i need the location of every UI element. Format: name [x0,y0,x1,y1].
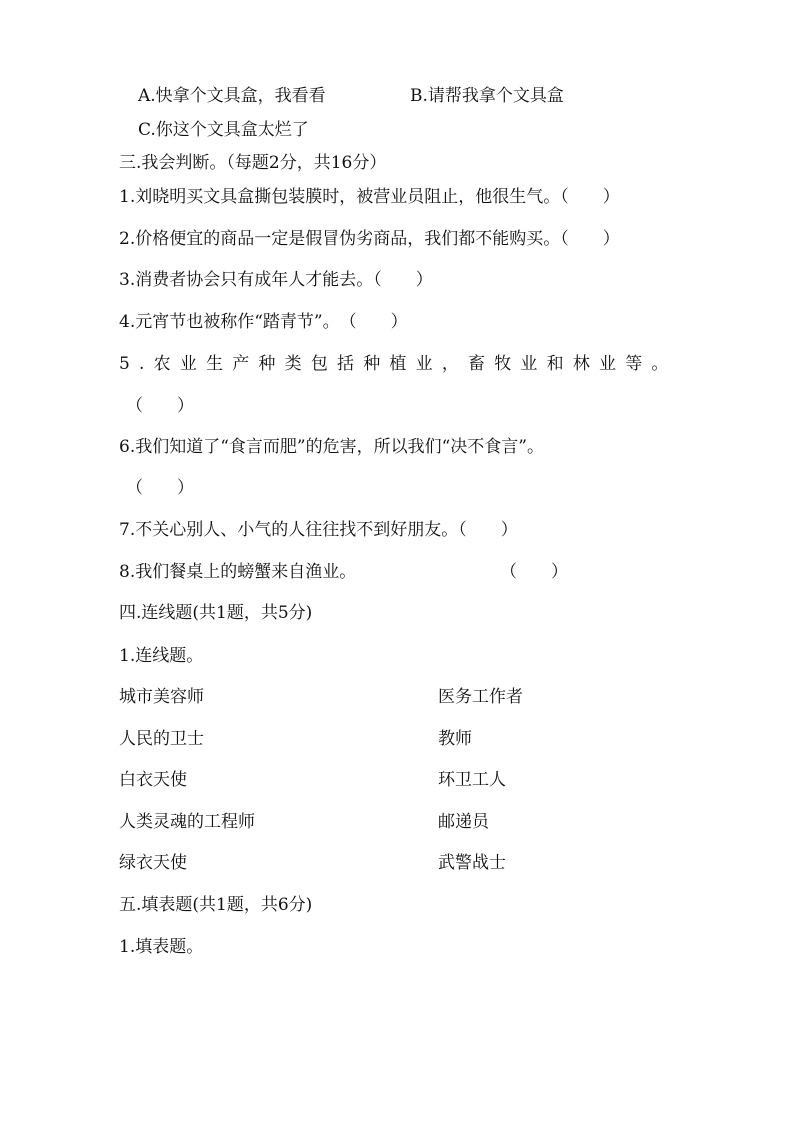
judge-item-2: 2.价格便宜的商品一定是假冒伪劣商品，我们都不能购买。（ ） [119,229,620,249]
option-b: B.请帮我拿个文具盒 [410,86,564,106]
section4-title: 四.连线题(共1题，共5分) [119,603,313,623]
judge-item-8: 8.我们餐桌上的螃蟹来自渔业。 [119,562,357,582]
judge-item-1: 1.刘晓明买文具盒撕包装膜时，被营业员阻止，他很生气。（ ） [119,187,620,207]
judge-item-3: 3.消费者协会只有成年人才能去。（ ） [119,270,433,290]
table-question: 1.填表题。 [119,937,204,957]
judge-item-5: 5.农业生产种类包括种植业，畜牧业和林业等。 [119,354,678,374]
judge-item-7: 7.不关心别人、小气的人往往找不到好朋友。（ ） [119,520,518,540]
section3-title: 三.我会判断。（每题2分，共16分） [119,153,387,173]
match-left-item: 人民的卫士 [119,729,204,749]
match-left-item: 绿衣天使 [119,853,187,873]
match-right-item: 武警战士 [438,853,506,873]
match-left-item: 白衣天使 [119,770,187,790]
match-right-item: 邮递员 [438,812,489,832]
judge-item-8-paren: （ ） [500,562,568,582]
judge-item-6: 6.我们知道了“食言而肥”的危害，所以我们“决不食言”。 [119,437,544,457]
matching-question: 1.连线题。 [119,646,204,666]
match-right-item: 医务工作者 [438,687,523,707]
match-right-item: 教师 [438,729,472,749]
option-a: A.快拿个文具盒，我看看 [138,86,326,106]
section5-title: 五.填表题(共1题，共6分) [119,895,313,915]
match-left-item: 城市美容师 [119,687,204,707]
judge-item-6-paren: （ ） [126,478,194,498]
judge-item-4: 4.元宵节也被称作“踏青节”。 （ ） [119,312,408,332]
match-right-item: 环卫工人 [438,770,506,790]
judge-item-5-paren: （ ） [126,396,194,416]
match-left-item: 人类灵魂的工程师 [119,812,255,832]
option-c: C.你这个文具盒太烂了 [138,120,309,140]
